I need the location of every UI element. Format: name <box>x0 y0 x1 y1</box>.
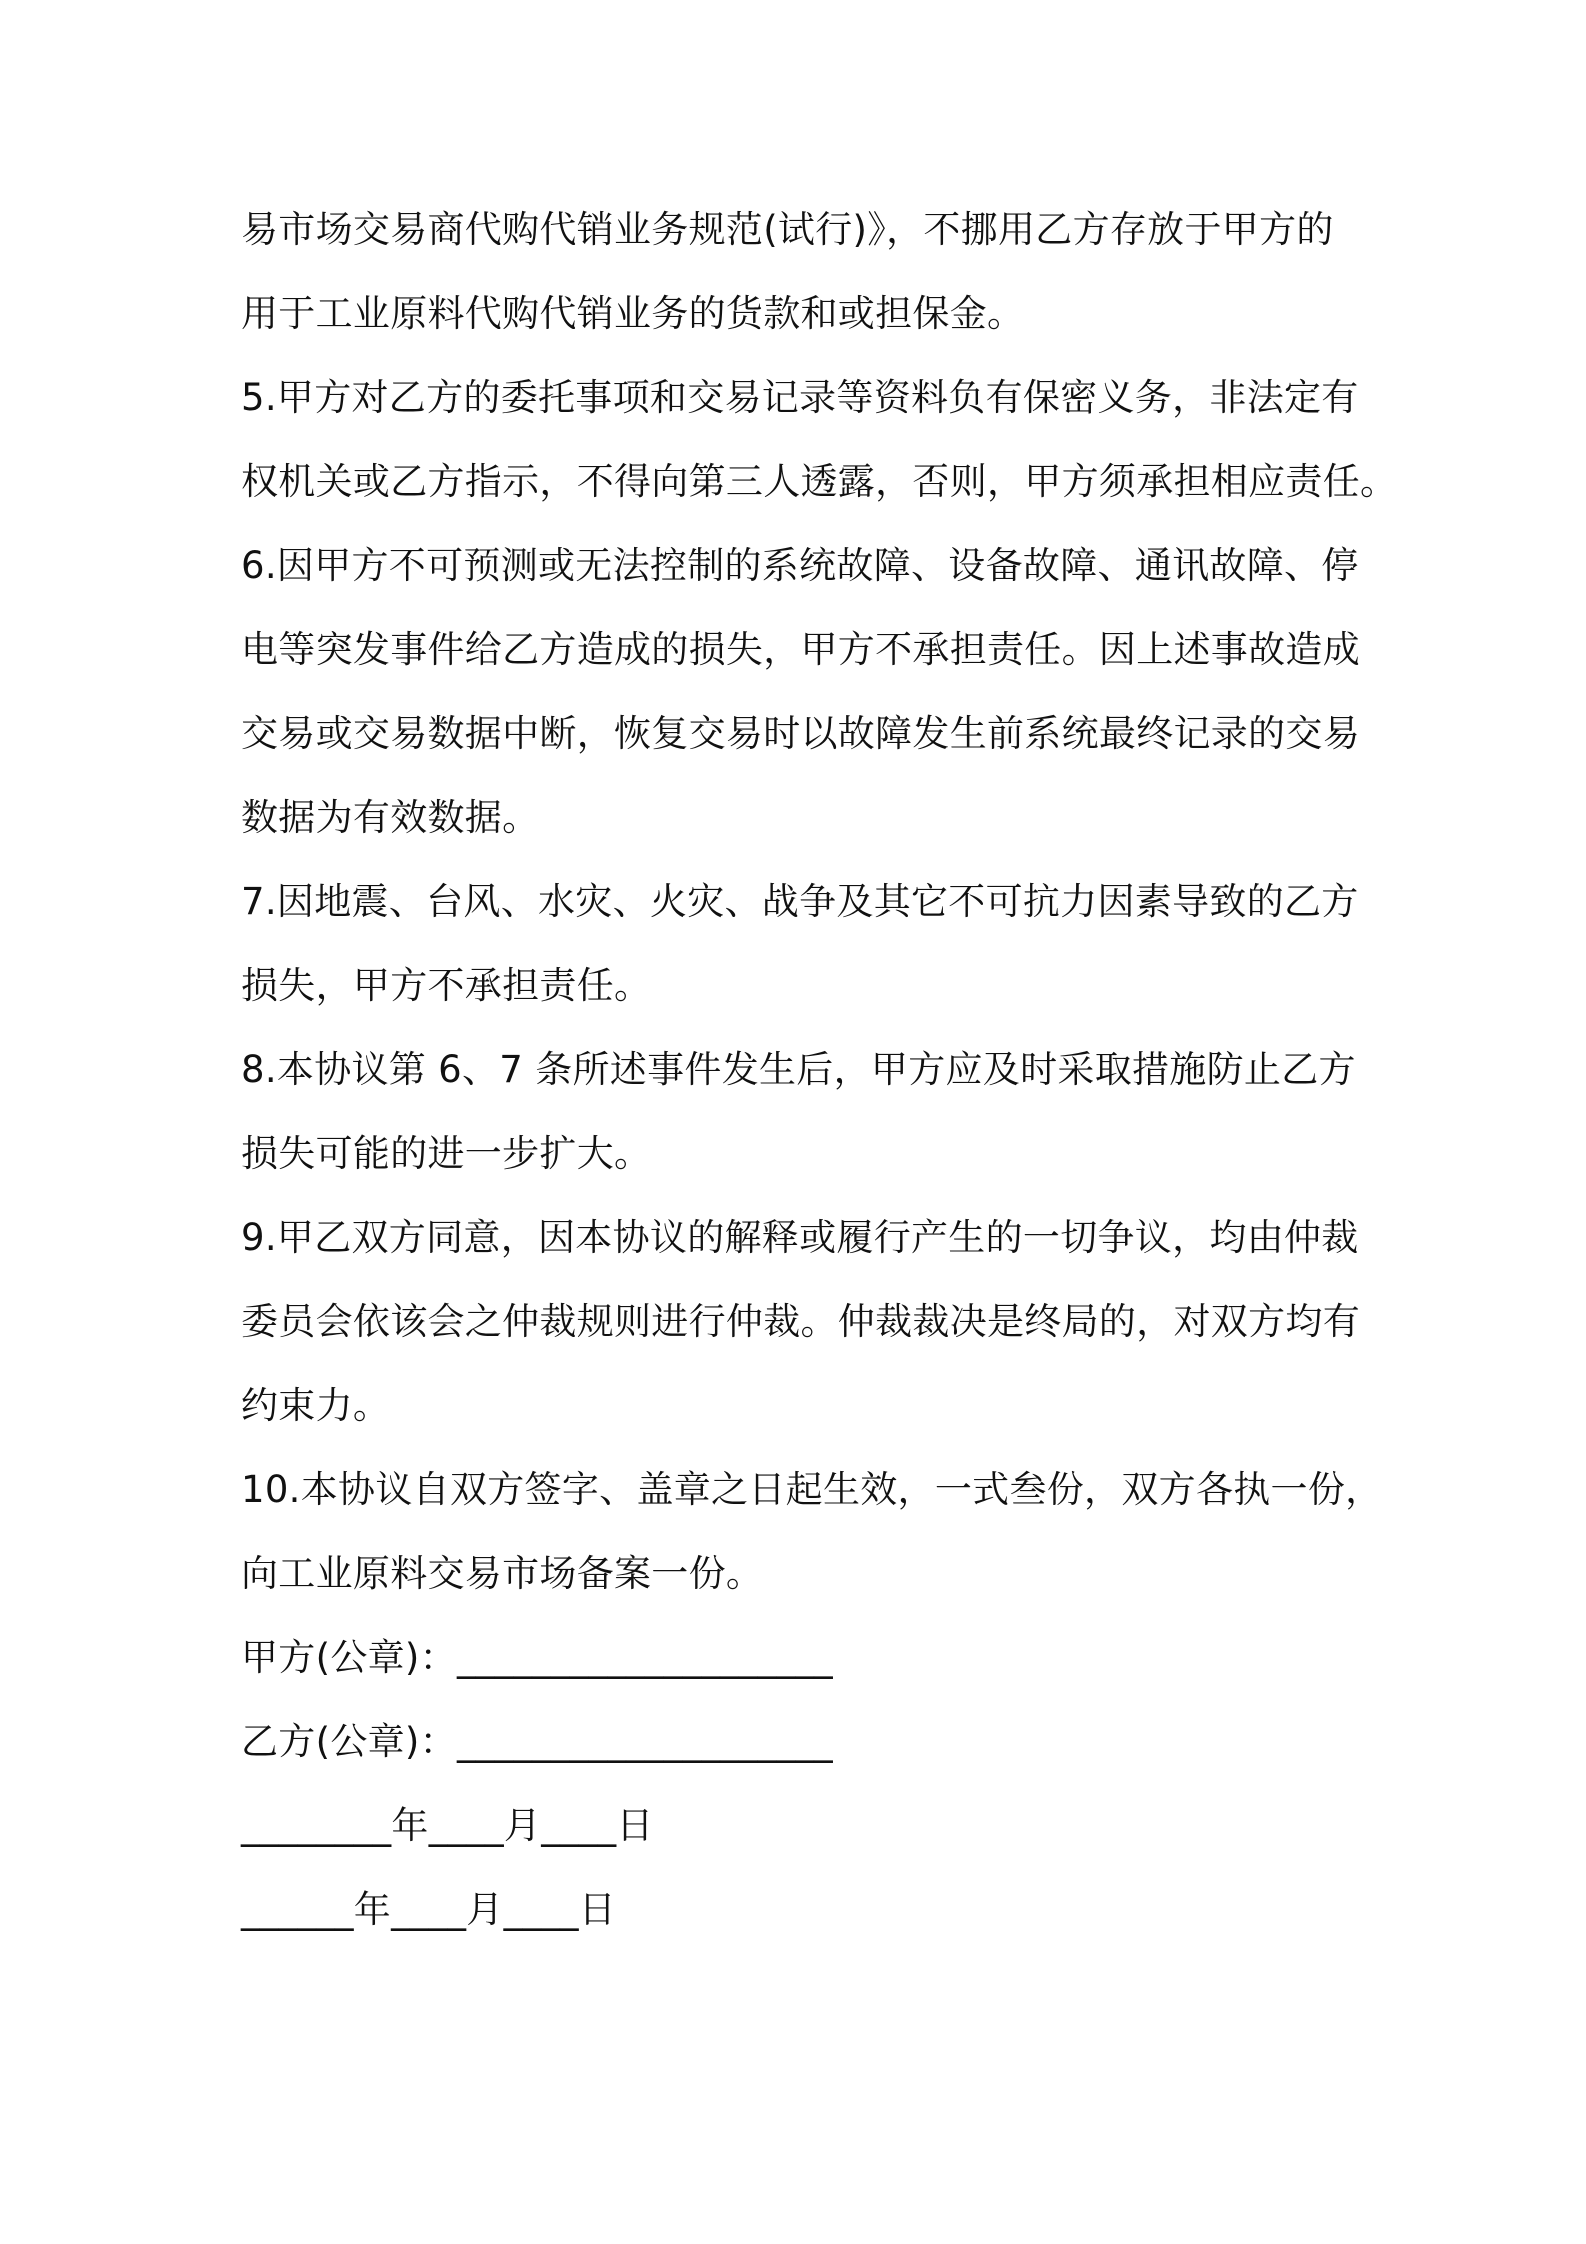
clause-8-line-2: 损失可能的进一步扩大。 <box>241 1132 652 1175</box>
text-line-2: 用于工业原料代购代销业务的货款和或担保金。 <box>241 292 1025 335</box>
party-a-seal-line: 甲方(公章)：____________________ <box>241 1636 833 1679</box>
date-line-2: ______年____月____日 <box>241 1888 617 1931</box>
text-line-1: 易市场交易商代购代销业务规范(试行)》，不挪用乙方存放于甲方的 <box>241 208 1334 251</box>
clause-7-line-1: 7.因地震、台风、水灾、火灾、战争及其它不可抗力因素导致的乙方 <box>241 880 1359 923</box>
clause-10-line-1: 10.本协议自双方签字、盖章之日起生效，一式叁份，双方各执一份， <box>241 1468 1383 1511</box>
clause-9-line-1: 9.甲乙双方同意，因本协议的解释或履行产生的一切争议，均由仲裁 <box>241 1216 1359 1259</box>
clause-6-line-3: 交易或交易数据中断，恢复交易时以故障发生前系统最终记录的交易 <box>241 712 1360 755</box>
clause-6-line-1: 6.因甲方不可预测或无法控制的系统故障、设备故障、通讯故障、停 <box>241 544 1359 587</box>
party-b-seal-line: 乙方(公章)：____________________ <box>241 1720 833 1763</box>
date-line-1: ________年____月____日 <box>241 1804 654 1847</box>
clause-5-line-2: 权机关或乙方指示，不得向第三人透露，否则，甲方须承担相应责任。 <box>241 460 1398 503</box>
clause-6-line-2: 电等突发事件给乙方造成的损失，甲方不承担责任。因上述事故造成 <box>241 628 1360 671</box>
clause-6-line-4: 数据为有效数据。 <box>241 796 540 839</box>
clause-9-line-2: 委员会依该会之仲裁规则进行仲裁。仲裁裁决是终局的，对双方均有 <box>241 1300 1360 1343</box>
clause-5-line-1: 5.甲方对乙方的委托事项和交易记录等资料负有保密义务，非法定有 <box>241 376 1359 419</box>
clause-9-line-3: 约束力。 <box>241 1384 391 1427</box>
clause-7-line-2: 损失，甲方不承担责任。 <box>241 964 652 1007</box>
clause-10-line-2: 向工业原料交易市场备案一份。 <box>241 1552 764 1595</box>
clause-8-line-1: 8.本协议第 6、7 条所述事件发生后，甲方应及时采取措施防止乙方 <box>241 1048 1356 1091</box>
